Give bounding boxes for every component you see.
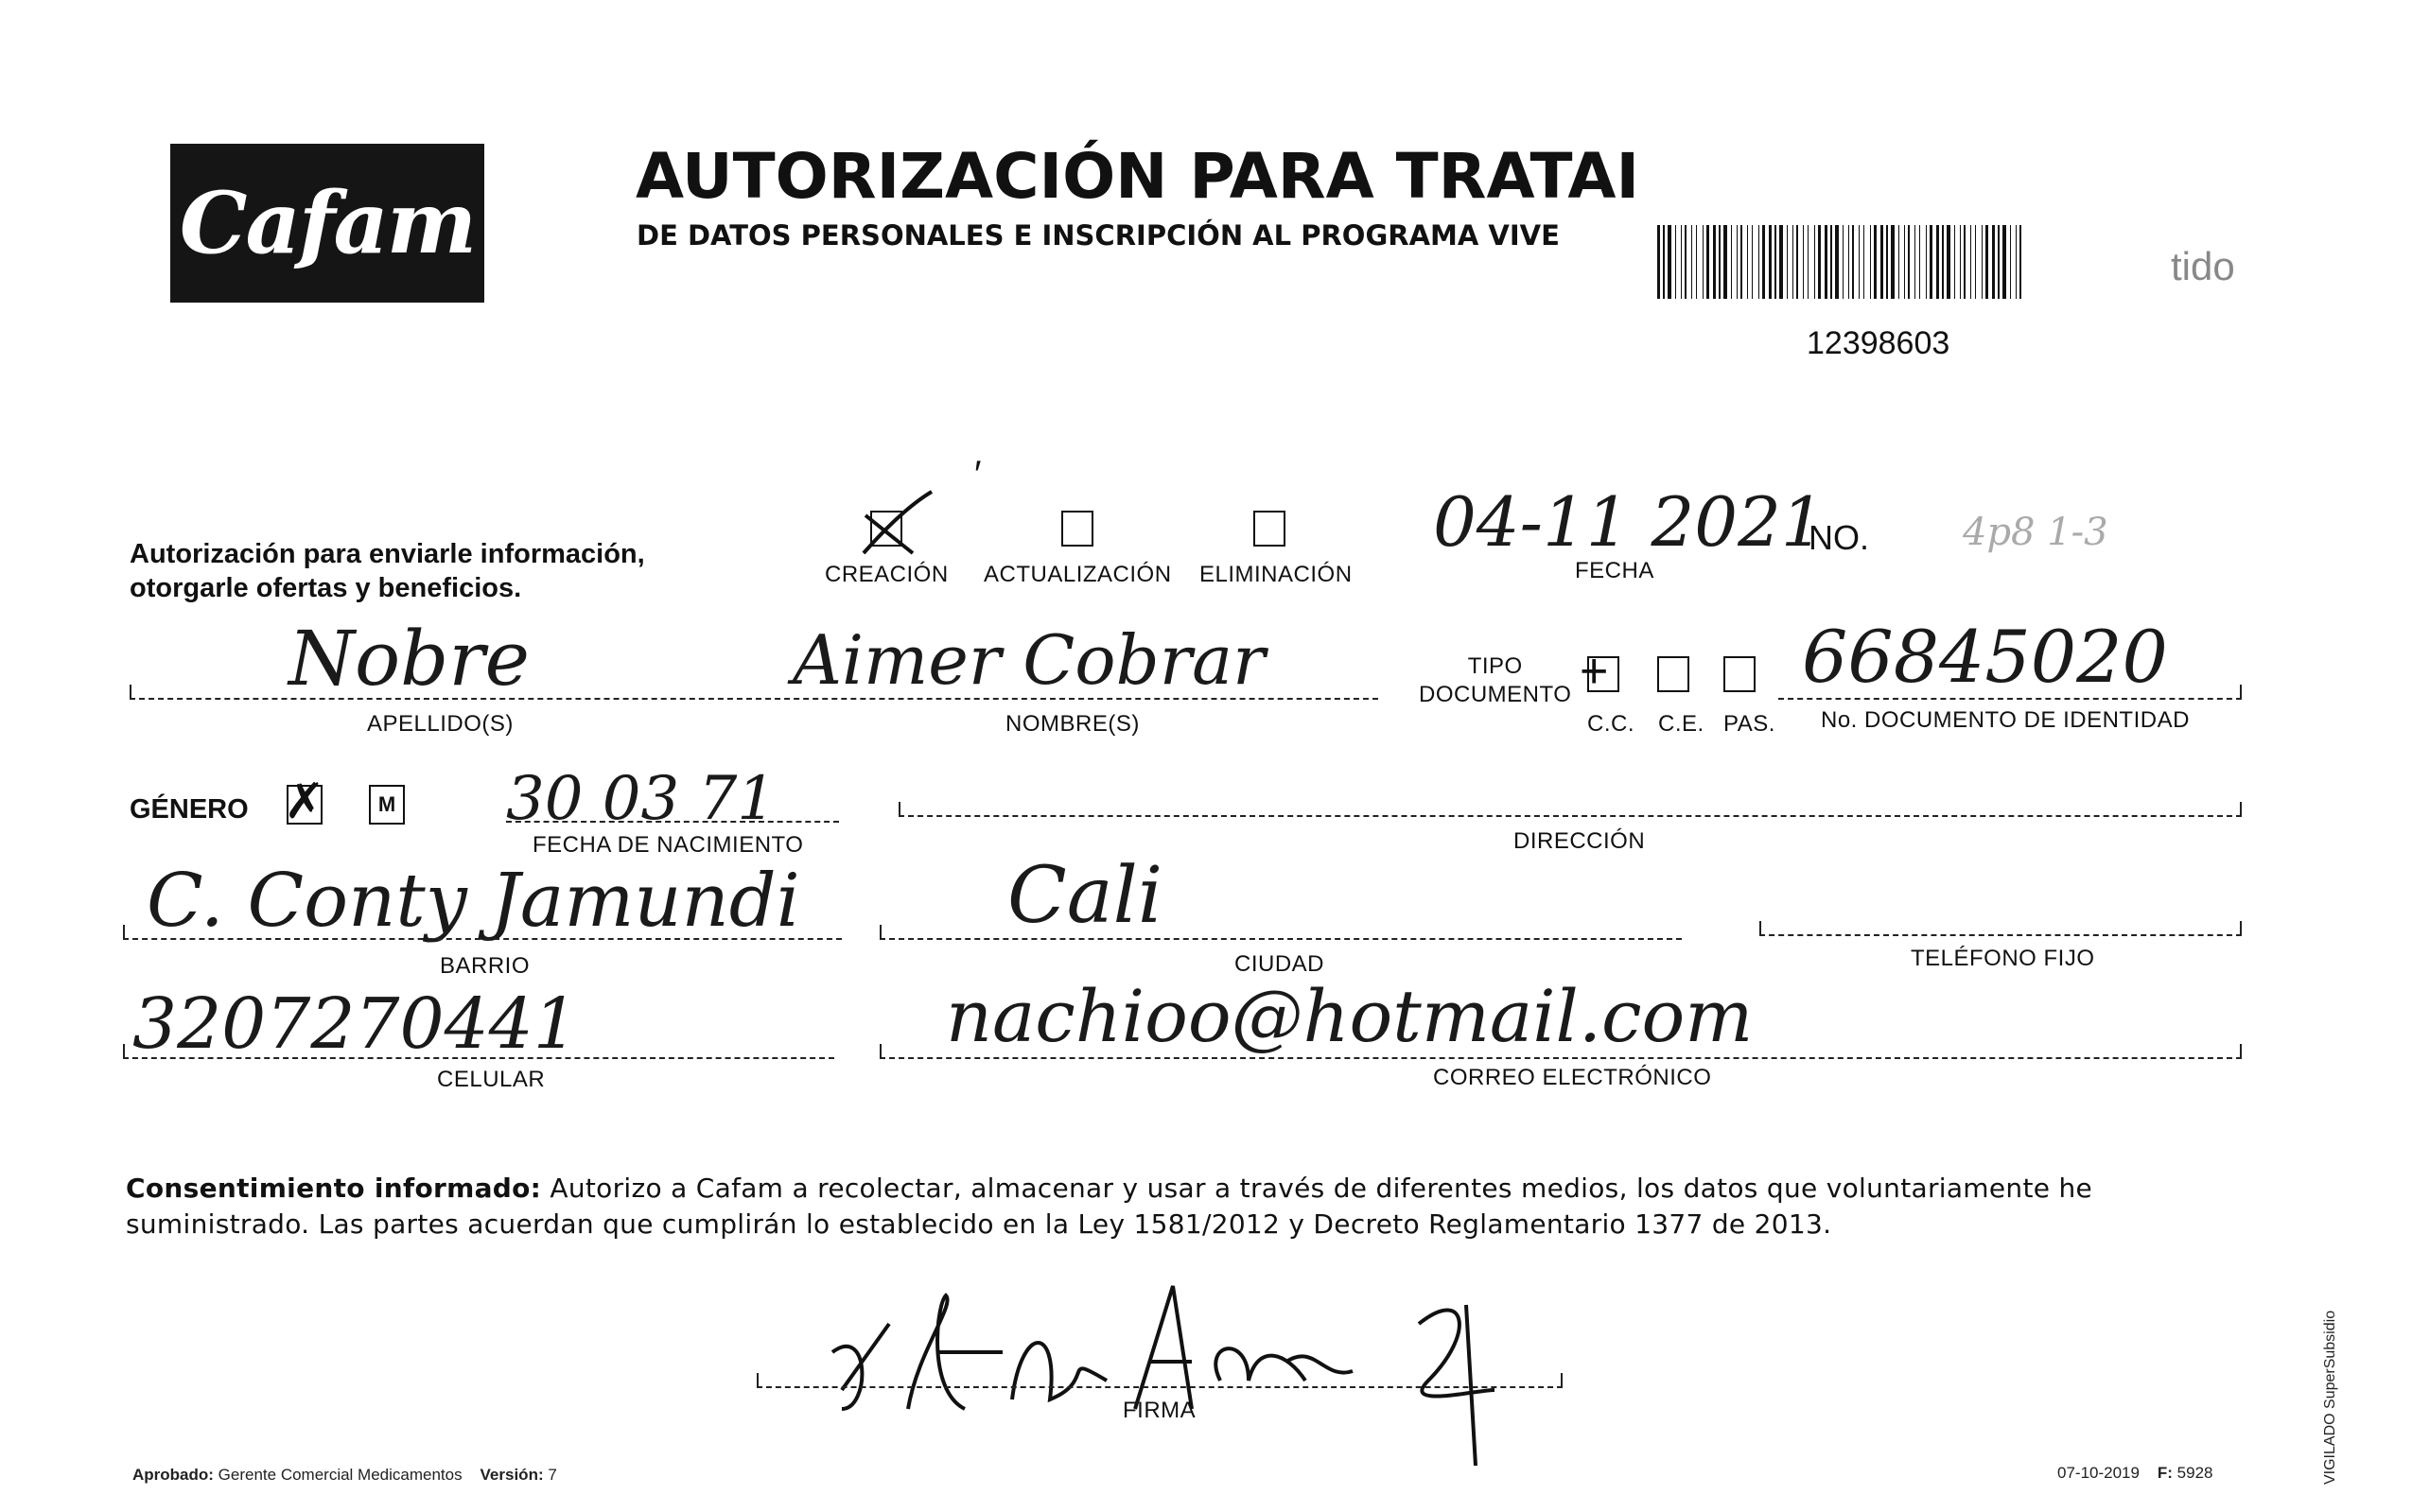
barcode-bar <box>1947 225 1950 299</box>
form-code-label: F: <box>2157 1464 2173 1482</box>
form-code-value: 5928 <box>2176 1464 2213 1482</box>
barcode-bar <box>1719 225 1721 299</box>
names-value: Aimer Cobrar <box>793 620 1266 700</box>
barcode-bar <box>1723 225 1727 299</box>
checkbox-actualizacion[interactable] <box>1061 511 1093 547</box>
doc-number-value: 66845020 <box>1802 615 2168 699</box>
barcode-bar <box>1886 225 1888 299</box>
doc-type-label-line1: TIPO <box>1467 653 1523 679</box>
barcode <box>1657 225 2026 299</box>
barcode-bar <box>1863 225 1864 299</box>
option-label-eliminacion: ELIMINACIÓN <box>1199 562 1353 587</box>
phone-label: TELÉFONO FIJO <box>1911 946 2095 971</box>
vigilado-side-text: VIGILADO SuperSubsidio <box>2322 1310 2338 1485</box>
barcode-bar <box>1975 225 1976 299</box>
authorization-heading-line1: Autorización para enviarle información, <box>130 539 645 569</box>
barcode-bar <box>1668 225 1671 299</box>
doc-cc-mark: + <box>1580 644 1609 699</box>
barcode-bar <box>1737 225 1738 299</box>
barcode-bar <box>2019 225 2021 299</box>
no-value: 4p8 1-3 <box>1963 511 2108 554</box>
barcode-bar <box>1919 225 1920 299</box>
barcode-bar <box>1852 225 1854 299</box>
barcode-bar <box>1982 225 1983 299</box>
form-title: AUTORIZACIÓN PARA TRATAI <box>636 140 1639 213</box>
barcode-bar <box>1787 225 1788 299</box>
barcode-bar <box>1814 225 1815 299</box>
barcode-bar <box>1808 225 1809 299</box>
no-label: NO. <box>1809 518 1870 557</box>
address-label: DIRECCIÓN <box>1513 828 1646 854</box>
authorization-heading <box>130 537 645 605</box>
barcode-bar <box>1769 225 1772 299</box>
option-label-actualizacion: ACTUALIZACIÓN <box>984 562 1172 587</box>
barcode-bar <box>1663 225 1665 299</box>
checkbox-doc-ce[interactable] <box>1657 656 1689 692</box>
barcode-bar <box>1657 225 1660 299</box>
barcode-bar <box>1830 225 1832 299</box>
signature-image <box>813 1267 1513 1475</box>
barcode-bar <box>1835 225 1839 299</box>
barcode-bar <box>1970 225 1971 299</box>
barcode-bar <box>1954 225 1955 299</box>
birth-label: FECHA DE NACIMIENTO <box>533 832 804 858</box>
checkbox-eliminacion[interactable] <box>1253 511 1285 547</box>
email-label: CORREO ELECTRÓNICO <box>1433 1065 1712 1090</box>
barcode-bar <box>1740 225 1742 299</box>
mobile-value: 3207270441 <box>132 983 578 1065</box>
barcode-bar <box>2010 225 2011 299</box>
barcode-bar <box>1706 225 1709 299</box>
doc-number-label: No. DOCUMENTO DE IDENTIDAD <box>1821 707 2190 733</box>
date-label: FECHA <box>1575 558 1654 583</box>
barcode-bar <box>1703 225 1704 299</box>
barcode-bar <box>1696 225 1697 299</box>
doc-type-label <box>1419 652 1571 709</box>
consent-text: Autorizo a Cafam a recolectar, almacenar y usar a través de diferentes medios, los datos que voluntariamente he suministrado. Las partes acuerdan que cumplirán lo establecido en la Ley 1581/2012 y Decreto Reglamentario 1377 de 2013. <box>126 1173 2093 1240</box>
barcode-bar <box>1942 225 1944 299</box>
barcode-bar <box>1859 225 1860 299</box>
barcode-bar <box>1675 225 1676 299</box>
barcode-bar <box>1758 225 1759 299</box>
barcode-bar <box>1685 225 1687 299</box>
barcode-bar <box>1891 225 1895 299</box>
gender-m-label: M <box>377 792 396 816</box>
barcode-bar <box>2002 225 2006 299</box>
corner-text: tido <box>2171 244 2235 288</box>
option-label-creacion: CREACIÓN <box>825 562 949 587</box>
doc-type-label-line2: DOCUMENTO <box>1419 682 1572 707</box>
barcode-bar <box>1747 225 1748 299</box>
barcode-bar <box>1774 225 1776 299</box>
footer-right <box>2057 1464 2212 1483</box>
birth-value: 30 03 71 <box>506 764 776 834</box>
mobile-label: CELULAR <box>437 1067 546 1092</box>
consent-paragraph <box>126 1171 2245 1243</box>
barcode-bar <box>1874 225 1877 299</box>
surname-label: APELLIDO(S) <box>367 711 514 737</box>
mark-tick: ′ <box>974 454 982 495</box>
barcode-bar <box>1985 225 1988 299</box>
form-subtitle: DE DATOS PERSONALES E INSCRIPCIÓN AL PROGRAMA VIVE <box>637 219 1560 252</box>
barcode-bar <box>1681 225 1682 299</box>
gender-f-mark: ✗ <box>284 774 325 829</box>
date-value: 04-11 2021 <box>1433 482 1825 562</box>
doc-type-cc-label: C.C. <box>1587 711 1634 737</box>
barcode-bar <box>1992 225 1995 299</box>
barcode-bar <box>2016 225 2017 299</box>
check-mark-creacion <box>856 482 941 558</box>
approved-value: Gerente Comercial Medicamentos <box>218 1466 463 1484</box>
barcode-bar <box>1731 225 1732 299</box>
barcode-bar <box>1803 225 1804 299</box>
surname-value: Nobre <box>288 615 530 703</box>
email-value: nachioo@hotmail.com <box>946 974 1754 1058</box>
barcode-bar <box>1843 225 1844 299</box>
barcode-bar <box>1825 225 1827 299</box>
barcode-bar <box>1880 225 1883 299</box>
barcode-bar <box>1848 225 1849 299</box>
city-label: CIUDAD <box>1234 951 1325 977</box>
footer-approved <box>132 1466 557 1485</box>
doc-type-ce-label: C.E. <box>1658 711 1704 737</box>
barcode-bar <box>1908 225 1910 299</box>
barcode-number: 12398603 <box>1807 325 1950 361</box>
barcode-bar <box>1762 225 1765 299</box>
barcode-bar <box>1792 225 1793 299</box>
checkbox-gender-m[interactable] <box>369 785 405 825</box>
consent-heading: Consentimiento informado: <box>126 1173 542 1204</box>
barcode-bar <box>1904 225 1905 299</box>
signature-label: FIRMA <box>1123 1398 1197 1423</box>
doc-type-pas-label: PAS. <box>1723 711 1775 737</box>
logo-text: Cafam <box>179 173 476 273</box>
barcode-bar <box>1796 225 1798 299</box>
names-label: NOMBRE(S) <box>1005 711 1140 737</box>
authorization-heading-line2: otorgarle ofertas y beneficios. <box>130 573 522 603</box>
approved-label: Aprobado: <box>132 1466 214 1484</box>
barcode-bar <box>1930 225 1932 299</box>
version-label: Versión: <box>480 1466 544 1484</box>
checkbox-doc-pas[interactable] <box>1723 656 1756 692</box>
barcode-bar <box>1752 225 1753 299</box>
barcode-bar <box>1713 225 1716 299</box>
barcode-bar <box>1998 225 2000 299</box>
barcode-bar <box>1926 225 1927 299</box>
barcode-bar <box>1960 225 1961 299</box>
barcode-bar <box>1779 225 1783 299</box>
barcode-bar <box>1914 225 1915 299</box>
version-value: 7 <box>548 1466 557 1484</box>
barcode-bar <box>1691 225 1692 299</box>
gender-label: GÉNERO <box>130 794 249 825</box>
city-value: Cali <box>1007 851 1163 941</box>
footer-date: 07-10-2019 <box>2057 1464 2140 1482</box>
cafam-logo <box>170 144 484 303</box>
neighborhood-label: BARRIO <box>440 953 531 979</box>
barcode-bar <box>1936 225 1939 299</box>
barcode-bar <box>1818 225 1821 299</box>
barcode-bar <box>1964 225 1966 299</box>
barcode-bar <box>1870 225 1871 299</box>
barcode-bar <box>1898 225 1899 299</box>
neighborhood-value: C. Conty Jamundi <box>147 859 800 944</box>
